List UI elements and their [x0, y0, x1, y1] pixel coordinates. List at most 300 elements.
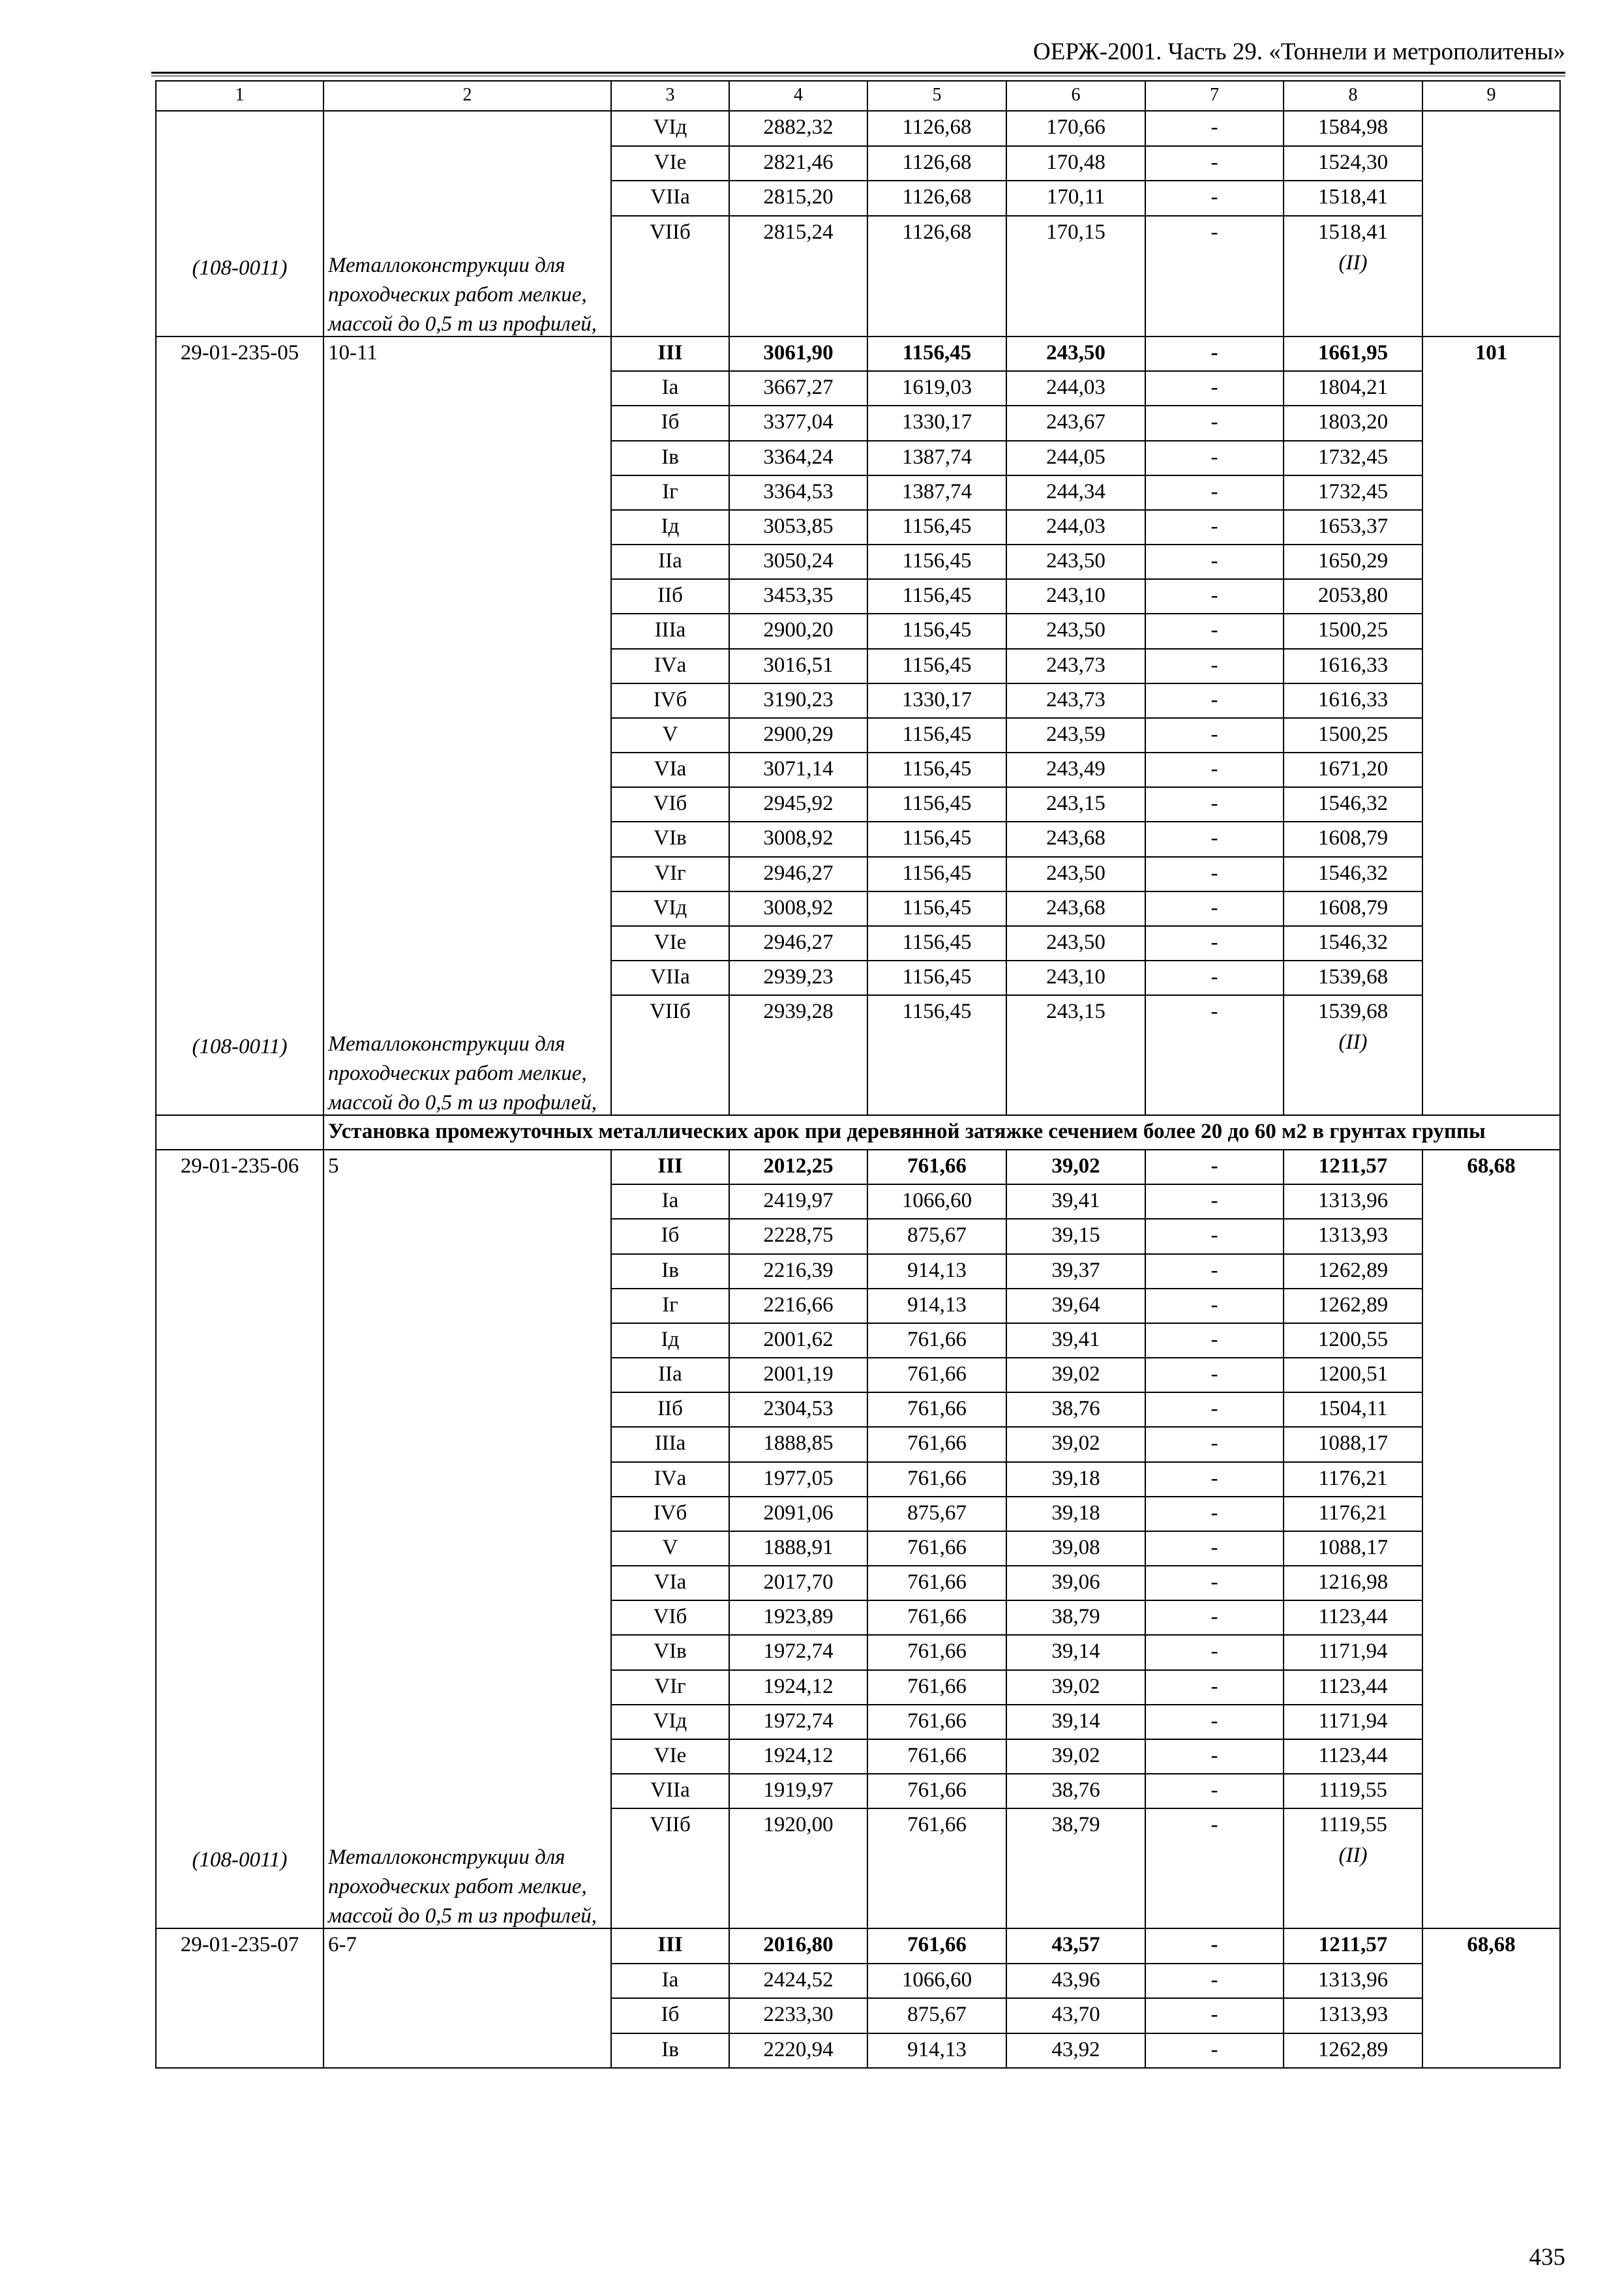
value-cell: 761,66 — [867, 1566, 1006, 1600]
description-cell — [323, 111, 611, 337]
soil-group-cell: Iг — [611, 1289, 729, 1323]
value-cell: 2233,30 — [729, 1998, 867, 2033]
column-number: 3 — [611, 81, 729, 111]
total-value: 68,68 — [1467, 1154, 1516, 1178]
value-cell: 43,96 — [1006, 1964, 1145, 1999]
section-title: Установка промежуточных металлических арок при деревянной затяжке сечением более 20 до 60 м2 в грунтах группы — [323, 1115, 1560, 1150]
value-cell: - — [1145, 1254, 1284, 1289]
value-cell: 3008,92 — [729, 822, 867, 856]
value-cell: 244,03 — [1006, 510, 1145, 545]
value-cell: 39,15 — [1006, 1219, 1145, 1253]
value-cell: 1518,41 — [1284, 216, 1422, 250]
value-cell: 2815,24 — [729, 216, 867, 250]
value-cell: 1156,45 — [867, 961, 1006, 995]
soil-group-cell: VIб — [611, 787, 729, 822]
soil-group-cell: VIе — [611, 146, 729, 181]
value-cell: 1156,45 — [867, 891, 1006, 926]
empty-cell — [611, 1029, 729, 1115]
value-cell: 1732,45 — [1284, 441, 1422, 475]
value-cell: 761,66 — [867, 1427, 1006, 1461]
soil-group-cell: VIд — [611, 111, 729, 146]
soil-group-cell: VIв — [611, 1635, 729, 1669]
description-cell — [323, 1928, 611, 2068]
value-cell: 1123,44 — [1284, 1600, 1422, 1635]
soil-group-cell: VIд — [611, 1705, 729, 1739]
value-cell: 1546,32 — [1284, 857, 1422, 891]
value-cell: 3071,14 — [729, 753, 867, 787]
value-cell: 1262,89 — [1284, 1289, 1422, 1323]
value-cell: - — [1145, 1289, 1284, 1323]
soil-group-cell: VIг — [611, 857, 729, 891]
resource-class: (II) — [1338, 1844, 1368, 1868]
resource-class: (II) — [1338, 251, 1368, 275]
value-cell: - — [1145, 545, 1284, 579]
value-cell: 243,50 — [1006, 926, 1145, 961]
value-cell: 3008,92 — [729, 891, 867, 926]
value-cell: - — [1145, 857, 1284, 891]
value-cell: - — [1145, 995, 1284, 1029]
column-number: 5 — [867, 81, 1006, 111]
empty-cell — [1284, 1029, 1422, 1115]
value-cell: 1171,94 — [1284, 1635, 1422, 1669]
value-cell: 1088,17 — [1284, 1427, 1422, 1461]
empty-cell — [1006, 250, 1145, 337]
soil-group-cell: IIб — [611, 1392, 729, 1427]
empty-cell — [1145, 250, 1284, 337]
description-wrap — [328, 1929, 607, 2067]
value-cell: 2220,94 — [729, 2033, 867, 2069]
value-cell: 1156,45 — [867, 337, 1006, 371]
rate-code-cell — [156, 1150, 323, 1928]
section-empty — [156, 1115, 323, 1150]
value-cell: 1119,55 — [1284, 1808, 1422, 1842]
value-cell: 2939,28 — [729, 995, 867, 1029]
value-cell: 1650,29 — [1284, 545, 1422, 579]
soil-group-cell: IIб — [611, 579, 729, 614]
value-cell: - — [1145, 787, 1284, 822]
column-number: 6 — [1006, 81, 1145, 111]
rate-code-cell — [156, 111, 323, 337]
value-cell: 1313,96 — [1284, 1964, 1422, 1999]
value-cell: 1123,44 — [1284, 1739, 1422, 1774]
value-cell: 1500,25 — [1284, 718, 1422, 753]
rate-code-cell — [156, 337, 323, 1115]
value-cell: 1923,89 — [729, 1600, 867, 1635]
value-cell: 1123,44 — [1284, 1670, 1422, 1705]
value-cell: 1653,37 — [1284, 510, 1422, 545]
empty-cell — [867, 1029, 1006, 1115]
total-cell — [1422, 1928, 1560, 2068]
value-cell: 1804,21 — [1284, 371, 1422, 406]
value-cell: 1176,21 — [1284, 1497, 1422, 1531]
soil-group-cell: IIIа — [611, 1427, 729, 1461]
value-cell: - — [1145, 1998, 1284, 2033]
value-cell: 1156,45 — [867, 718, 1006, 753]
soil-group-cell: IIа — [611, 545, 729, 579]
section-row — [156, 1115, 1560, 1150]
value-cell: 38,76 — [1006, 1392, 1145, 1427]
table-row — [156, 111, 1560, 146]
rate-code: 29-01-235-05 — [180, 341, 299, 365]
value-cell: 1262,89 — [1284, 1254, 1422, 1289]
rates-table — [155, 80, 1561, 2069]
value-cell: 1977,05 — [729, 1462, 867, 1497]
description-text: 6-7 — [328, 1933, 357, 1956]
value-cell: 3364,24 — [729, 441, 867, 475]
empty-cell — [729, 250, 867, 337]
value-cell: 43,92 — [1006, 2033, 1145, 2069]
value-cell: - — [1145, 1462, 1284, 1497]
value-cell: 1524,30 — [1284, 146, 1422, 181]
soil-group-cell: VIIа — [611, 181, 729, 216]
table-row — [156, 1928, 1560, 1964]
value-cell: 1619,03 — [867, 371, 1006, 406]
value-cell: 761,66 — [867, 1462, 1006, 1497]
value-cell: 914,13 — [867, 1254, 1006, 1289]
value-cell: 2001,62 — [729, 1323, 867, 1358]
value-cell: 1156,45 — [867, 510, 1006, 545]
value-cell: 1616,33 — [1284, 683, 1422, 718]
value-cell: 38,79 — [1006, 1600, 1145, 1635]
value-cell: 1126,68 — [867, 111, 1006, 146]
value-cell: 243,68 — [1006, 822, 1145, 856]
column-number: 4 — [729, 81, 867, 111]
value-cell: 3364,53 — [729, 475, 867, 510]
value-cell: 1500,25 — [1284, 614, 1422, 648]
value-cell: 761,66 — [867, 1323, 1006, 1358]
value-cell: 761,66 — [867, 1150, 1006, 1184]
value-cell: 3190,23 — [729, 683, 867, 718]
value-cell: - — [1145, 1964, 1284, 1999]
value-cell: - — [1145, 475, 1284, 510]
empty-cell — [611, 250, 729, 337]
value-cell: 170,48 — [1006, 146, 1145, 181]
value-cell: 243,10 — [1006, 579, 1145, 614]
value-cell: 1972,74 — [729, 1635, 867, 1669]
value-cell: 39,41 — [1006, 1323, 1145, 1358]
soil-group-cell: VIа — [611, 753, 729, 787]
value-cell: - — [1145, 683, 1284, 718]
value-cell: 761,66 — [867, 1774, 1006, 1808]
value-cell: - — [1145, 1705, 1284, 1739]
value-cell: 39,18 — [1006, 1462, 1145, 1497]
value-cell: 1888,85 — [729, 1427, 867, 1461]
value-cell: - — [1145, 822, 1284, 856]
value-cell: 914,13 — [867, 2033, 1006, 2069]
value-cell: 243,15 — [1006, 787, 1145, 822]
value-cell: - — [1145, 1184, 1284, 1219]
value-cell: 1156,45 — [867, 614, 1006, 648]
value-cell: 39,14 — [1006, 1635, 1145, 1669]
column-number-row — [156, 81, 1560, 111]
value-cell: 1200,55 — [1284, 1323, 1422, 1358]
soil-group-cell: Iд — [611, 1323, 729, 1358]
value-cell: 2304,53 — [729, 1392, 867, 1427]
value-cell: 1504,11 — [1284, 1392, 1422, 1427]
value-cell: 1661,95 — [1284, 337, 1422, 371]
value-cell: - — [1145, 2033, 1284, 2069]
value-cell: - — [1145, 1635, 1284, 1669]
value-cell: 2424,52 — [729, 1964, 867, 1999]
page-header-title: ОЕРЖ-2001. Часть 29. «Тоннели и метрополитены» — [1033, 38, 1565, 65]
value-cell: - — [1145, 510, 1284, 545]
value-cell: 2946,27 — [729, 926, 867, 961]
value-cell: 1330,17 — [867, 406, 1006, 440]
soil-group-cell: IVб — [611, 683, 729, 718]
total-cell — [1422, 1150, 1560, 1928]
value-cell: - — [1145, 1358, 1284, 1392]
resource-description: Металлоконструкции для проходческих работ мелкие, массой до 0,5 т из профилей, — [328, 1032, 597, 1115]
resource-description: Металлоконструкции для проходческих работ мелкие, массой до 0,5 т из профилей, — [328, 254, 597, 336]
value-cell: 38,76 — [1006, 1774, 1145, 1808]
value-cell: - — [1145, 718, 1284, 753]
empty-cell — [1284, 1842, 1422, 1928]
value-cell: 1156,45 — [867, 857, 1006, 891]
empty-cell — [867, 250, 1006, 337]
value-cell: 761,66 — [867, 1808, 1006, 1842]
table-row — [156, 1150, 1560, 1184]
soil-group-cell: VIе — [611, 926, 729, 961]
value-cell: 2900,20 — [729, 614, 867, 648]
value-cell: 1156,45 — [867, 787, 1006, 822]
value-cell: 1066,60 — [867, 1184, 1006, 1219]
value-cell: 243,50 — [1006, 337, 1145, 371]
value-cell: 1216,98 — [1284, 1566, 1422, 1600]
value-cell: 2815,20 — [729, 181, 867, 216]
description-wrap — [328, 337, 607, 1115]
value-cell: - — [1145, 961, 1284, 995]
value-cell: - — [1145, 441, 1284, 475]
value-cell: 1616,33 — [1284, 649, 1422, 683]
soil-group-cell: V — [611, 718, 729, 753]
value-cell: 1924,12 — [729, 1739, 867, 1774]
soil-group-cell: VIб — [611, 1600, 729, 1635]
value-cell: 1176,21 — [1284, 1462, 1422, 1497]
value-cell: 1156,45 — [867, 579, 1006, 614]
soil-group-cell: IVб — [611, 1497, 729, 1531]
value-cell: 1972,74 — [729, 1705, 867, 1739]
value-cell: 39,41 — [1006, 1184, 1145, 1219]
value-cell: - — [1145, 337, 1284, 371]
soil-group-cell: VIд — [611, 891, 729, 926]
empty-cell — [1145, 1842, 1284, 1928]
soil-group-cell: Iб — [611, 1219, 729, 1253]
soil-group-cell: VIIа — [611, 961, 729, 995]
total-cell — [1422, 337, 1560, 1115]
column-number: 8 — [1284, 81, 1422, 111]
value-cell: - — [1145, 1497, 1284, 1531]
total-value: 68,68 — [1467, 1933, 1516, 1956]
value-cell: 875,67 — [867, 1998, 1006, 2033]
soil-group-cell: IIIа — [611, 614, 729, 648]
resource-code: (108-0011) — [192, 1848, 288, 1872]
value-cell: 170,66 — [1006, 111, 1145, 146]
value-cell: 1156,45 — [867, 926, 1006, 961]
value-cell: 1518,41 — [1284, 181, 1422, 216]
value-cell: 1313,93 — [1284, 1219, 1422, 1253]
value-cell: 243,73 — [1006, 649, 1145, 683]
soil-group-cell: VIIб — [611, 216, 729, 250]
value-cell: 875,67 — [867, 1219, 1006, 1253]
table-row — [156, 337, 1560, 371]
value-cell: 2900,29 — [729, 718, 867, 753]
soil-group-cell: VIг — [611, 1670, 729, 1705]
soil-group-cell: VIе — [611, 1739, 729, 1774]
value-cell: 243,68 — [1006, 891, 1145, 926]
page-number: 435 — [1529, 2244, 1565, 2271]
rate-code: 29-01-235-06 — [180, 1154, 299, 1178]
description-wrap — [328, 112, 607, 336]
value-cell: 243,59 — [1006, 718, 1145, 753]
value-cell: - — [1145, 1600, 1284, 1635]
column-number: 7 — [1145, 81, 1284, 111]
value-cell: 39,02 — [1006, 1427, 1145, 1461]
value-cell: 243,50 — [1006, 614, 1145, 648]
value-cell: 1313,93 — [1284, 1998, 1422, 2033]
value-cell: 39,06 — [1006, 1566, 1145, 1600]
soil-group-cell: Iд — [611, 510, 729, 545]
soil-group-cell: Iв — [611, 441, 729, 475]
soil-group-cell: Iа — [611, 1964, 729, 1999]
value-cell: 1156,45 — [867, 545, 1006, 579]
value-cell: 2017,70 — [729, 1566, 867, 1600]
value-cell: 39,02 — [1006, 1358, 1145, 1392]
column-number: 9 — [1422, 81, 1560, 111]
value-cell: - — [1145, 1808, 1284, 1842]
value-cell: - — [1145, 753, 1284, 787]
value-cell: 1313,96 — [1284, 1184, 1422, 1219]
value-cell: 1330,17 — [867, 683, 1006, 718]
value-cell: 2228,75 — [729, 1219, 867, 1253]
soil-group-cell: VIIб — [611, 995, 729, 1029]
value-cell: 1920,00 — [729, 1808, 867, 1842]
value-cell: 875,67 — [867, 1497, 1006, 1531]
value-cell: 761,66 — [867, 1600, 1006, 1635]
value-cell: 761,66 — [867, 1705, 1006, 1739]
value-cell: 3377,04 — [729, 406, 867, 440]
header-rule — [151, 72, 1565, 74]
rate-code-wrap — [160, 337, 319, 1115]
value-cell: 1608,79 — [1284, 822, 1422, 856]
value-cell: - — [1145, 1427, 1284, 1461]
rate-code-wrap — [160, 112, 319, 336]
value-cell: 170,11 — [1006, 181, 1145, 216]
resource-class: (II) — [1338, 1030, 1368, 1055]
value-cell: 170,15 — [1006, 216, 1145, 250]
value-cell: 1171,94 — [1284, 1705, 1422, 1739]
value-cell: 761,66 — [867, 1739, 1006, 1774]
resource-code: (108-0011) — [192, 1035, 288, 1058]
value-cell: 2216,39 — [729, 1254, 867, 1289]
value-cell: 2946,27 — [729, 857, 867, 891]
description-cell — [323, 337, 611, 1115]
value-cell: 914,13 — [867, 1289, 1006, 1323]
value-cell: 1584,98 — [1284, 111, 1422, 146]
value-cell: 3016,51 — [729, 649, 867, 683]
value-cell: - — [1145, 1774, 1284, 1808]
empty-cell — [1284, 250, 1422, 337]
value-cell: 243,10 — [1006, 961, 1145, 995]
value-cell: 244,34 — [1006, 475, 1145, 510]
value-cell: 2939,23 — [729, 961, 867, 995]
description-wrap — [328, 1150, 607, 1928]
value-cell: - — [1145, 181, 1284, 216]
total-cell — [1422, 111, 1560, 337]
soil-group-cell: VIа — [611, 1566, 729, 1600]
empty-cell — [1006, 1842, 1145, 1928]
soil-group-cell: VIIб — [611, 1808, 729, 1842]
soil-group-cell: IVа — [611, 649, 729, 683]
value-cell: - — [1145, 1928, 1284, 1964]
value-cell: 2016,80 — [729, 1928, 867, 1964]
value-cell: - — [1145, 649, 1284, 683]
value-cell: 243,73 — [1006, 683, 1145, 718]
soil-group-cell: III — [611, 1150, 729, 1184]
column-number: 1 — [156, 81, 323, 111]
value-cell: 1200,51 — [1284, 1358, 1422, 1392]
value-cell: - — [1145, 406, 1284, 440]
empty-cell — [611, 1842, 729, 1928]
rate-code: 29-01-235-07 — [180, 1933, 299, 1956]
value-cell: 1924,12 — [729, 1670, 867, 1705]
value-cell: - — [1145, 1150, 1284, 1184]
value-cell: 1156,45 — [867, 649, 1006, 683]
resource-code: (108-0011) — [192, 256, 288, 280]
value-cell: 38,79 — [1006, 1808, 1145, 1842]
value-cell: 1546,32 — [1284, 787, 1422, 822]
value-cell: 2945,92 — [729, 787, 867, 822]
empty-cell — [729, 1842, 867, 1928]
value-cell: 761,66 — [867, 1358, 1006, 1392]
value-cell: 1539,68 — [1284, 995, 1422, 1029]
value-cell: 3061,90 — [729, 337, 867, 371]
value-cell: - — [1145, 1566, 1284, 1600]
rate-code-wrap — [160, 1929, 319, 2067]
soil-group-cell: Iа — [611, 371, 729, 406]
soil-group-cell: Iб — [611, 1998, 729, 2033]
value-cell: - — [1145, 1392, 1284, 1427]
value-cell: 761,66 — [867, 1635, 1006, 1669]
value-cell: 1156,45 — [867, 822, 1006, 856]
value-cell: 39,08 — [1006, 1531, 1145, 1566]
value-cell: 1126,68 — [867, 216, 1006, 250]
value-cell: - — [1145, 1670, 1284, 1705]
value-cell: 39,02 — [1006, 1739, 1145, 1774]
value-cell: 39,37 — [1006, 1254, 1145, 1289]
soil-group-cell: VIв — [611, 822, 729, 856]
value-cell: 1211,57 — [1284, 1150, 1422, 1184]
value-cell: 39,02 — [1006, 1150, 1145, 1184]
empty-cell — [1145, 1029, 1284, 1115]
value-cell: 2821,46 — [729, 146, 867, 181]
value-cell: 1888,91 — [729, 1531, 867, 1566]
value-cell: - — [1145, 216, 1284, 250]
value-cell: 2091,06 — [729, 1497, 867, 1531]
value-cell: 1156,45 — [867, 753, 1006, 787]
value-cell: - — [1145, 1219, 1284, 1253]
value-cell: 39,18 — [1006, 1497, 1145, 1531]
value-cell: 1156,45 — [867, 995, 1006, 1029]
value-cell: 1126,68 — [867, 146, 1006, 181]
value-cell: 39,02 — [1006, 1670, 1145, 1705]
value-cell: 243,49 — [1006, 753, 1145, 787]
soil-group-cell: V — [611, 1531, 729, 1566]
soil-group-cell: Iг — [611, 475, 729, 510]
value-cell: 1119,55 — [1284, 1774, 1422, 1808]
empty-cell — [867, 1842, 1006, 1928]
value-cell: 1387,74 — [867, 441, 1006, 475]
soil-group-cell: VIIа — [611, 1774, 729, 1808]
